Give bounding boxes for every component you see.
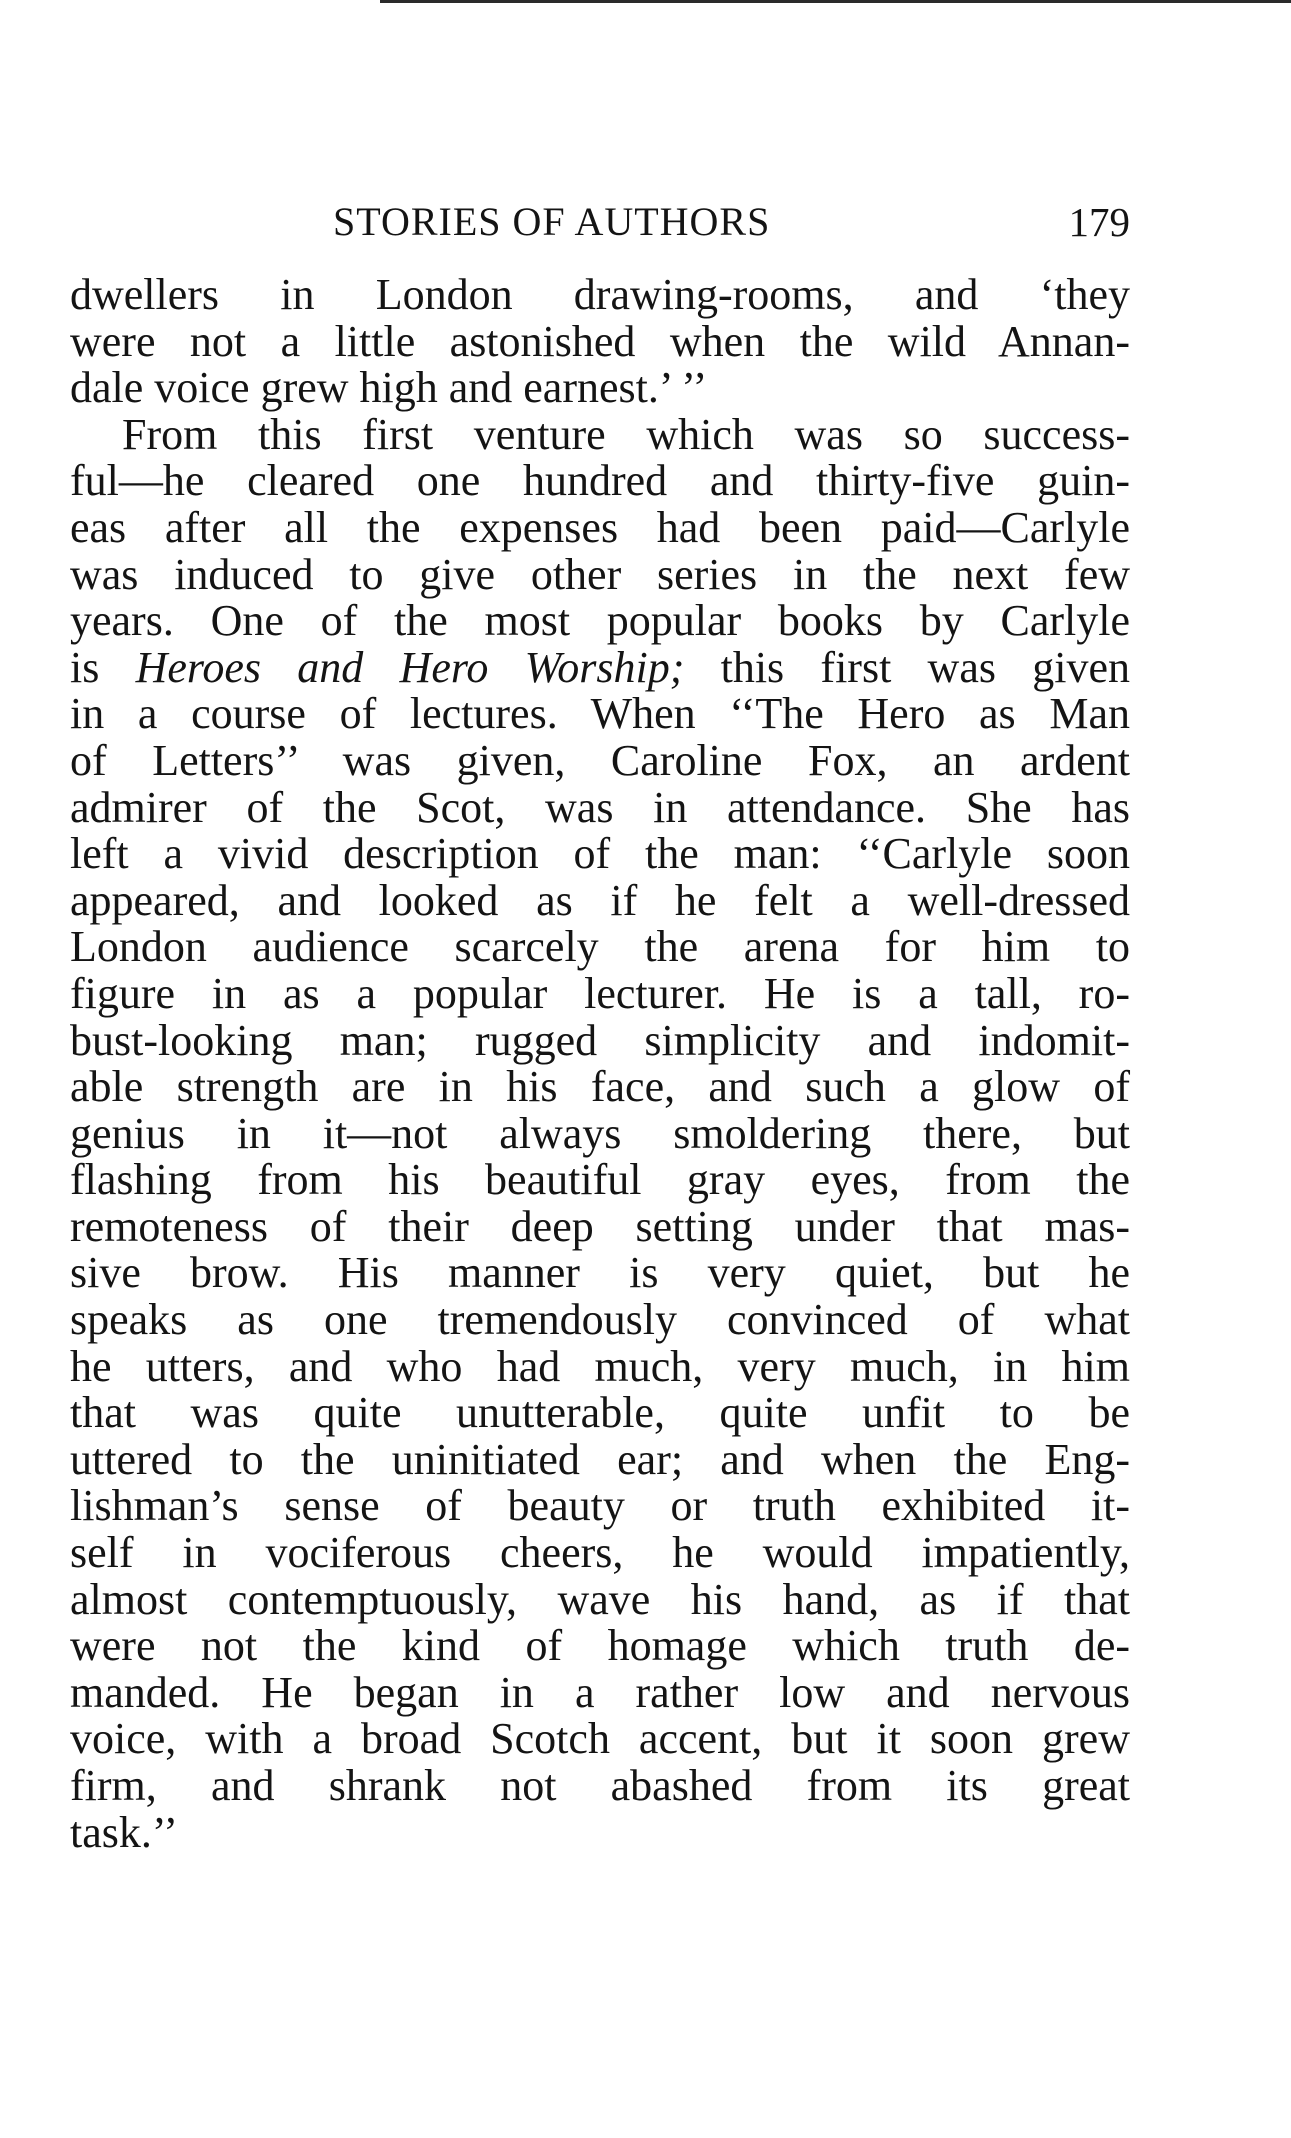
text-line: firm, and shrank not abashed from its great <box>70 1761 1130 1810</box>
text-line: admirer of the Scot, was in attendance. She has <box>70 782 1130 832</box>
text-line: dwellers in London drawing-rooms, and ‘they <box>70 270 1130 319</box>
text-line: years. One of the most popular books by Carlyle <box>70 596 1130 646</box>
text-line: figure in as a popular lecturer. He is a tall, ro- <box>70 968 1130 1018</box>
text-line: that was quite unutterable, quite unfit to be <box>70 1388 1130 1438</box>
top-rule <box>380 0 1291 3</box>
text-run: this first was given <box>684 642 1130 692</box>
text-line: in a course of lectures. When ‘‘The Hero as Man <box>70 689 1130 739</box>
text-line: genius in it—not always smoldering there, but <box>70 1108 1130 1158</box>
text-line: manded. He began in a rather low and nervous <box>70 1667 1130 1717</box>
text-line: remoteness of their deep setting under that mas- <box>70 1201 1130 1251</box>
body-text <box>70 272 1130 1856</box>
text-line: he utters, and who had much, very much, in him <box>70 1341 1130 1391</box>
page-number: 179 <box>1068 199 1130 245</box>
text-line: voice, with a broad Scotch accent, but it soon grew <box>70 1714 1130 1764</box>
text-line: bust-looking man; rugged simplicity and indomit- <box>70 1015 1130 1065</box>
text-line: of Letters’’ was given, Caroline Fox, an ardent <box>70 735 1130 785</box>
text-line: From this first venture which was so success- <box>122 409 1130 459</box>
text-line: almost contemptuously, wave his hand, as if that <box>70 1574 1130 1624</box>
text-line: London audience scarcely the arena for him to <box>70 922 1130 972</box>
book-title: Heroes and Hero Worship; <box>135 642 685 692</box>
running-title: STORIES OF AUTHORS <box>333 199 771 244</box>
text-line: uttered to the uninitiated ear; and when the Eng- <box>70 1434 1130 1484</box>
text-line: able strength are in his face, and such a glow of <box>70 1062 1130 1112</box>
text-line: lishman’s sense of beauty or truth exhibited it- <box>70 1481 1130 1531</box>
text-line: eas after all the expenses had been paid—Carlyle <box>70 502 1130 552</box>
text-line: appeared, and looked as if he felt a well-dressed <box>70 875 1130 925</box>
page-header <box>70 198 1130 254</box>
text-line <box>70 642 1130 692</box>
text-run: is <box>70 642 136 692</box>
text-line: were not a little astonished when the wild Annan- <box>70 316 1130 366</box>
text-line: ful—he cleared one hundred and thirty-five guin- <box>70 456 1130 506</box>
text-line: sive brow. His manner is very quiet, but he <box>70 1248 1130 1298</box>
text-line: task.’’ <box>70 1807 178 1857</box>
text-line: flashing from his beautiful gray eyes, from the <box>70 1155 1130 1205</box>
text-line: left a vivid description of the man: ‘‘Carlyle soon <box>70 829 1130 879</box>
text-line: dale voice grew high and earnest.’ ’’ <box>70 363 708 413</box>
text-line: self in vociferous cheers, he would impatiently, <box>70 1528 1130 1578</box>
text-line: speaks as one tremendously convinced of what <box>70 1295 1130 1345</box>
text-line: were not the kind of homage which truth de- <box>70 1621 1130 1671</box>
text-line: was induced to give other series in the next few <box>70 549 1130 599</box>
